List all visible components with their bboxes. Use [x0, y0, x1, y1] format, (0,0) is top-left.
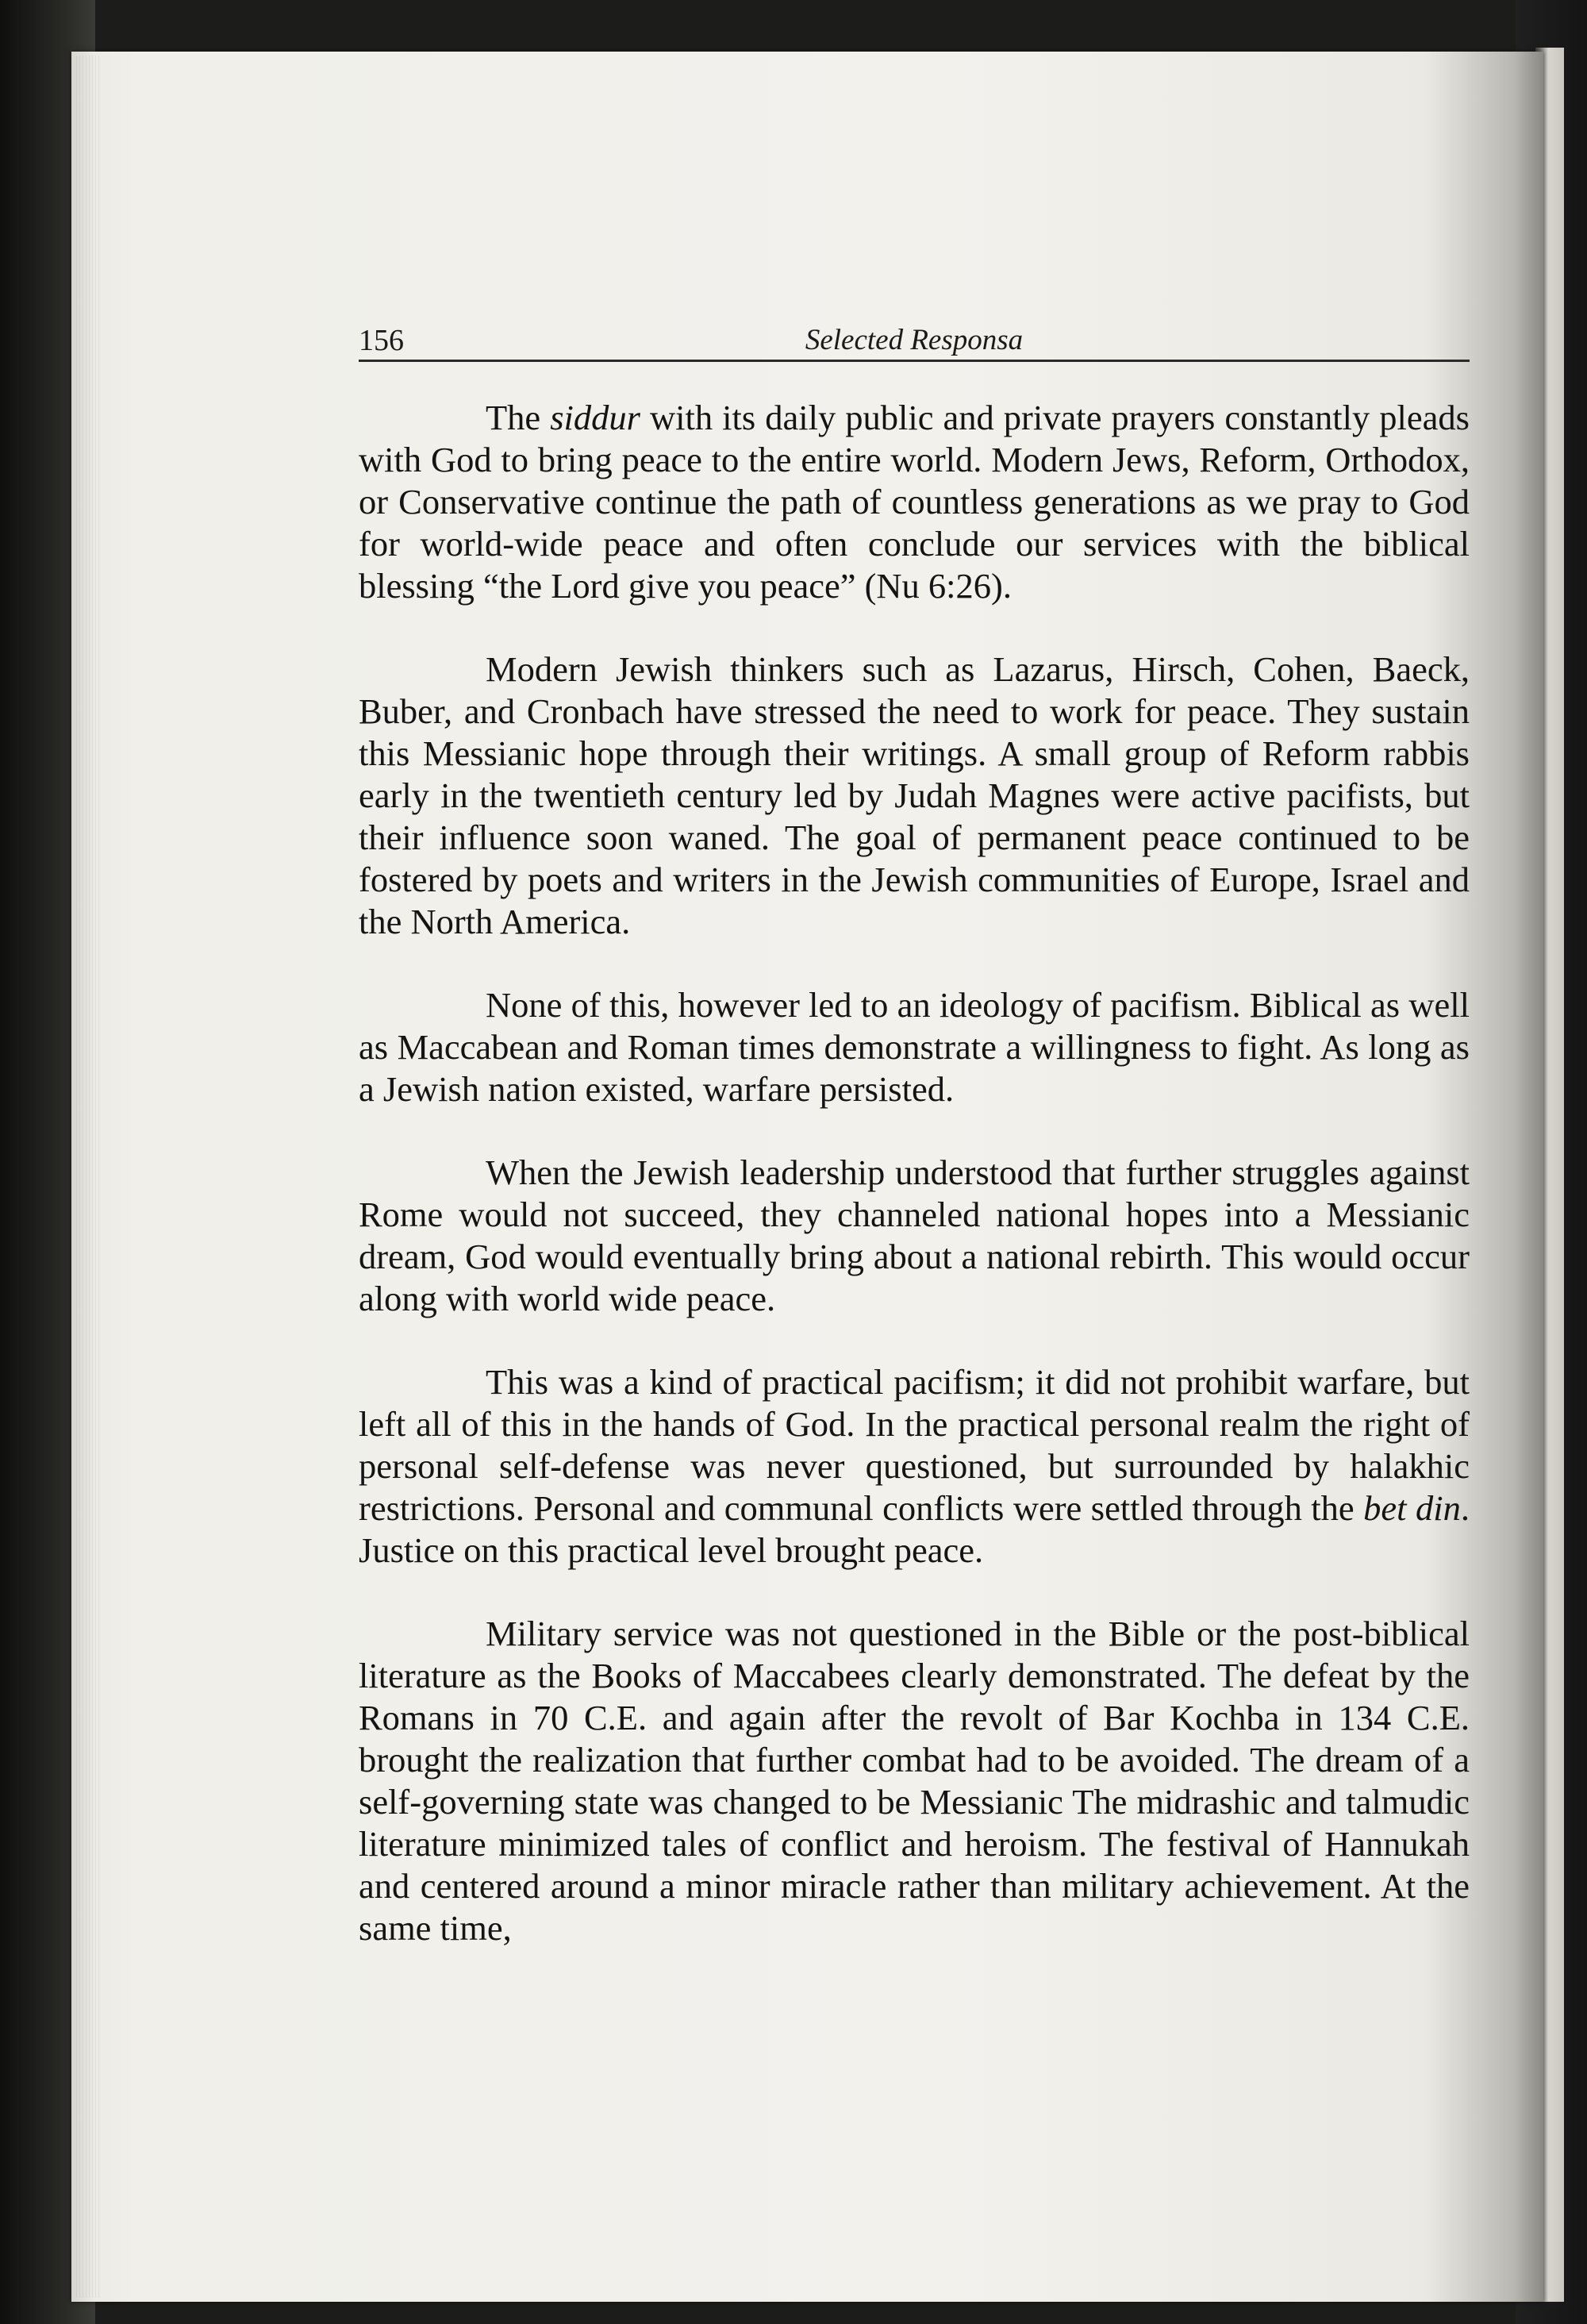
page-header [359, 321, 1470, 362]
paragraph-practical-pacifism: This was a kind of practical pacifism; it did not prohibit warfare, but left all of this in the hands of God. In the practical personal realm the right of personal self-defense was never questioned, but surrounded by halakhic restrictions. Personal and communal conflicts were settled through the bet din. Justice on this practical level brought peace. [359, 1362, 1470, 1570]
italic-term-bet-din: bet din [1363, 1488, 1461, 1528]
body-text [359, 397, 1470, 1949]
italic-term-siddur: siddur [550, 398, 640, 437]
page-stack-edge [76, 56, 100, 2298]
paragraph-military-service: Military service was not questioned in the Bible or the post-biblical literature as the Books of Maccabees clearly demonstrated. The defeat by the Romans in 70 C.E. and again after the revolt of Bar Kochba in 134 C.E. brought the realization that further combat had to be avoided. The dream of a self-governing state was changed to be Messianic The midrashic and talmudic literature minimized tales of conflict and heroism. The festival of Hannukah and centered around a minor miracle rather than military achievement. At the same time, [359, 1614, 1470, 1948]
paragraph-ideology: None of this, however led to an ideology of pacifism. Biblical as well as Maccabean and Roman times demonstrate a willingness to fight. As long as a Jewish nation existed, warfare persisted. [359, 985, 1470, 1109]
paragraph-siddur: The siddur with its daily public and private prayers constantly pleads with God to bring peace to the entire world. Modern Jews, Reform, Orthodox, or Conservative continue the path of countless generations as we pray to God for world-wide peace and often conclude our services with the biblical blessing “the Lord give you peace” (Nu 6:26). [359, 398, 1470, 606]
page-number: 156 [359, 324, 404, 357]
running-head: Selected Responsa [805, 324, 1024, 356]
paragraph-leadership: When the Jewish leadership understood that further struggles against Rome would not succeed, they channeled national hopes into a Messianic dream, God would eventually bring about a national rebirth. This would occur along with world wide peace. [359, 1152, 1470, 1318]
paragraph-thinkers: Modern Jewish thinkers such as Lazarus, Hirsch, Cohen, Baeck, Buber, and Cronbach have stressed the need to work for peace. They sustain this Messianic hope through their writings. A small group of Reform rabbis early in the twentieth century led by Judah Magnes were active pacifists, but their influence soon waned. The goal of permanent peace continued to be fostered by poets and writers in the Jewish communities of Europe, Israel and the North America. [359, 649, 1470, 941]
